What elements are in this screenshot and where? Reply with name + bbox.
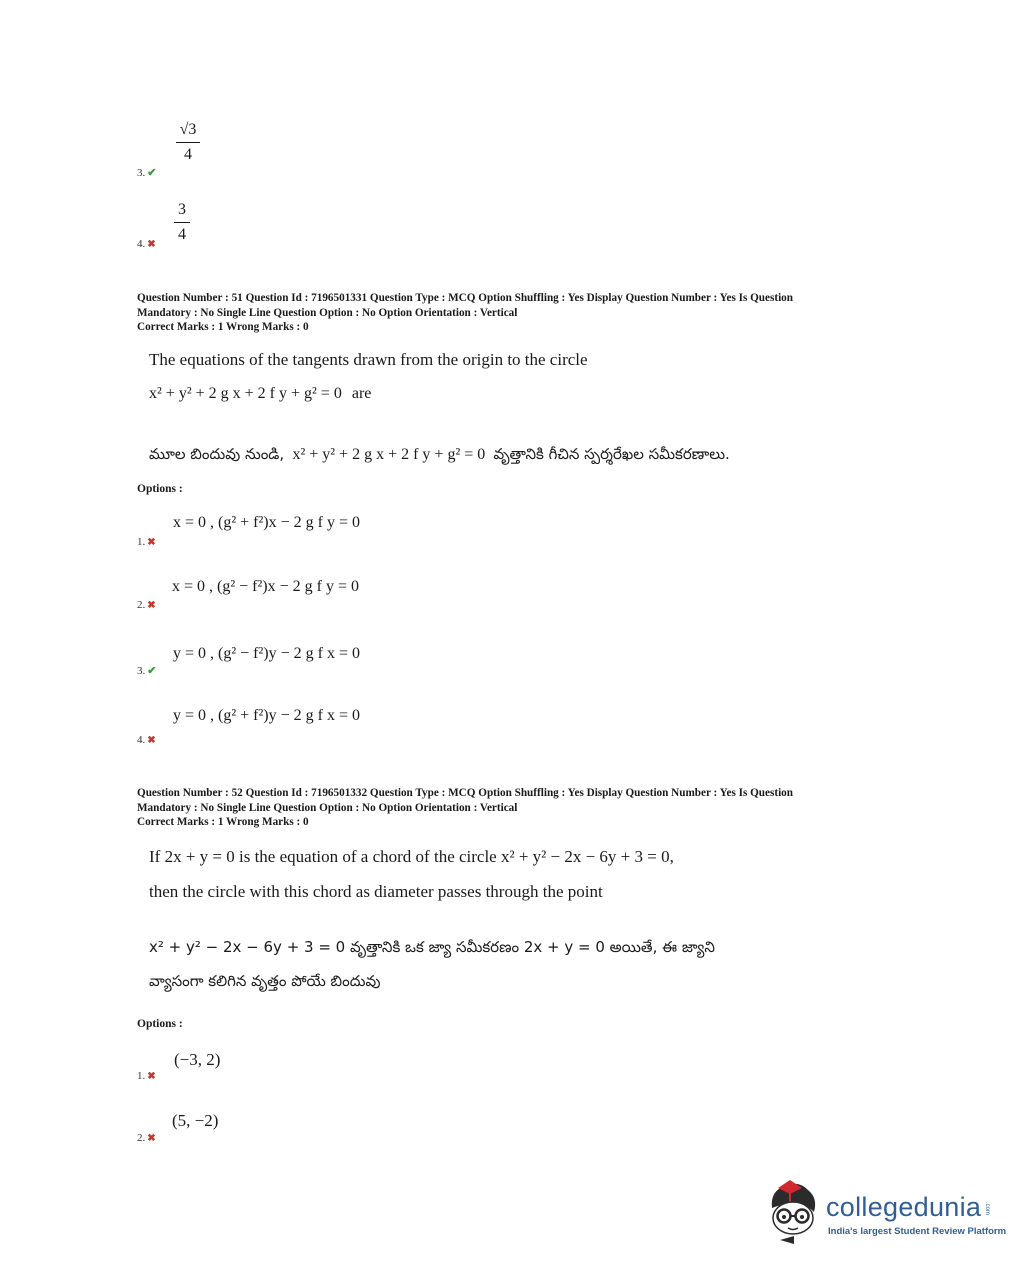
q52-text-line1: If 2x + y = 0 is the equation of a chord of the circle x² + y² − 2x − 6y + 3 = 0, bbox=[149, 847, 674, 866]
prev-option-3-number: 3. ✔ bbox=[137, 167, 157, 179]
q52-meta bbox=[137, 786, 877, 830]
q51-telugu-line bbox=[149, 444, 730, 467]
cross-icon: ✖ bbox=[147, 1071, 156, 1082]
prev-option-4-number: 4. ✖ bbox=[137, 238, 156, 250]
q52-telugu-line1: x² + y² − 2x − 6y + 3 = 0 వృత్తానికి ఒక జ్యా సమీకరణం 2x + y = 0 అయితే, ఈ జ్యాని bbox=[149, 938, 715, 956]
collegedunia-logo-com: .com bbox=[984, 1202, 990, 1216]
q51-equation-line bbox=[149, 385, 371, 403]
q52-options-label: Options : bbox=[137, 1018, 183, 1030]
q51-meta-line2: Mandatory : No Single Line Question Option : No Option Orientation : Vertical bbox=[137, 306, 518, 319]
cross-icon: ✖ bbox=[147, 537, 156, 548]
q51-meta bbox=[137, 291, 877, 335]
q52-option-2-number: 2. ✖ bbox=[137, 1132, 156, 1144]
collegedunia-logo-text: collegedunia bbox=[826, 1192, 982, 1222]
q51-telugu-prefix: మూల బిందువు నుండి, bbox=[149, 445, 285, 463]
q52-option-2-text: (5, −2) bbox=[172, 1111, 219, 1130]
q51-telugu-equation: x² + y² + 2 g x + 2 f y + g² = 0 bbox=[292, 446, 486, 463]
prev-option-3-denominator: 4 bbox=[184, 146, 192, 163]
q51-equation: x² + y² + 2 g x + 2 f y + g² = 0 bbox=[149, 385, 342, 402]
q51-option-2-text: x = 0 , (g² − f²)x − 2 g f y = 0 bbox=[172, 578, 359, 595]
cross-icon: ✖ bbox=[147, 1133, 156, 1144]
check-icon: ✔ bbox=[147, 167, 157, 179]
q52-meta-line1: Question Number : 52 Question Id : 7196501332 Question Type : MCQ Option Shuffling : Yes Display Question Number : Yes Is Question bbox=[137, 787, 793, 799]
cross-icon: ✖ bbox=[147, 735, 156, 746]
check-icon: ✔ bbox=[147, 665, 157, 677]
collegedunia-tagline: India's largest Student Review Platform bbox=[828, 1226, 1007, 1237]
prev-option-3-numerator: √3 bbox=[179, 121, 197, 138]
q51-option-4-text: y = 0 , (g² + f²)y − 2 g f x = 0 bbox=[173, 707, 360, 724]
q51-option-2-number: 2. ✖ bbox=[137, 599, 156, 611]
q51-equation-suffix: are bbox=[351, 385, 372, 402]
q51-options-label: Options : bbox=[137, 483, 183, 495]
q51-text-line1: The equations of the tangents drawn from the origin to the circle bbox=[149, 350, 588, 369]
prev-option-3-fraction bbox=[176, 121, 200, 164]
q51-meta-line1: Question Number : 51 Question Id : 7196501331 Question Type : MCQ Option Shuffling : Yes Display Question Number : Yes Is Question bbox=[137, 292, 793, 304]
q52-meta-line2: Mandatory : No Single Line Question Option : No Option Orientation : Vertical bbox=[137, 801, 518, 814]
q51-option-3-number: 3. ✔ bbox=[137, 665, 157, 677]
collegedunia-mascot-icon bbox=[764, 1178, 824, 1248]
q51-option-4-number: 4. ✖ bbox=[137, 734, 156, 746]
q51-marks: Correct Marks : 1 Wrong Marks : 0 bbox=[137, 321, 309, 333]
q52-option-1-text: (−3, 2) bbox=[174, 1050, 221, 1069]
q52-telugu-line2: వ్యాసంగా కలిగిన వృత్తం పోయే బిందువు bbox=[149, 972, 381, 990]
q52-text-line2: then the circle with this chord as diameter passes through the point bbox=[149, 882, 603, 901]
prev-option-4-numerator: 3 bbox=[178, 201, 186, 218]
q51-telugu-suffix: వృత్తానికి గీచిన స్పర్శరేఖల సమీకరణాలు. bbox=[493, 445, 730, 463]
q52-marks: Correct Marks : 1 Wrong Marks : 0 bbox=[137, 816, 309, 828]
prev-option-4-denominator: 4 bbox=[178, 226, 186, 243]
cross-icon: ✖ bbox=[147, 600, 156, 611]
q52-option-1-number: 1. ✖ bbox=[137, 1070, 156, 1082]
prev-option-4-fraction bbox=[174, 201, 190, 244]
q51-option-3-text: y = 0 , (g² − f²)y − 2 g f x = 0 bbox=[173, 645, 360, 662]
q51-option-1-number: 1. ✖ bbox=[137, 536, 156, 548]
cross-icon: ✖ bbox=[147, 239, 156, 250]
q51-option-1-text: x = 0 , (g² + f²)x − 2 g f y = 0 bbox=[173, 514, 360, 531]
